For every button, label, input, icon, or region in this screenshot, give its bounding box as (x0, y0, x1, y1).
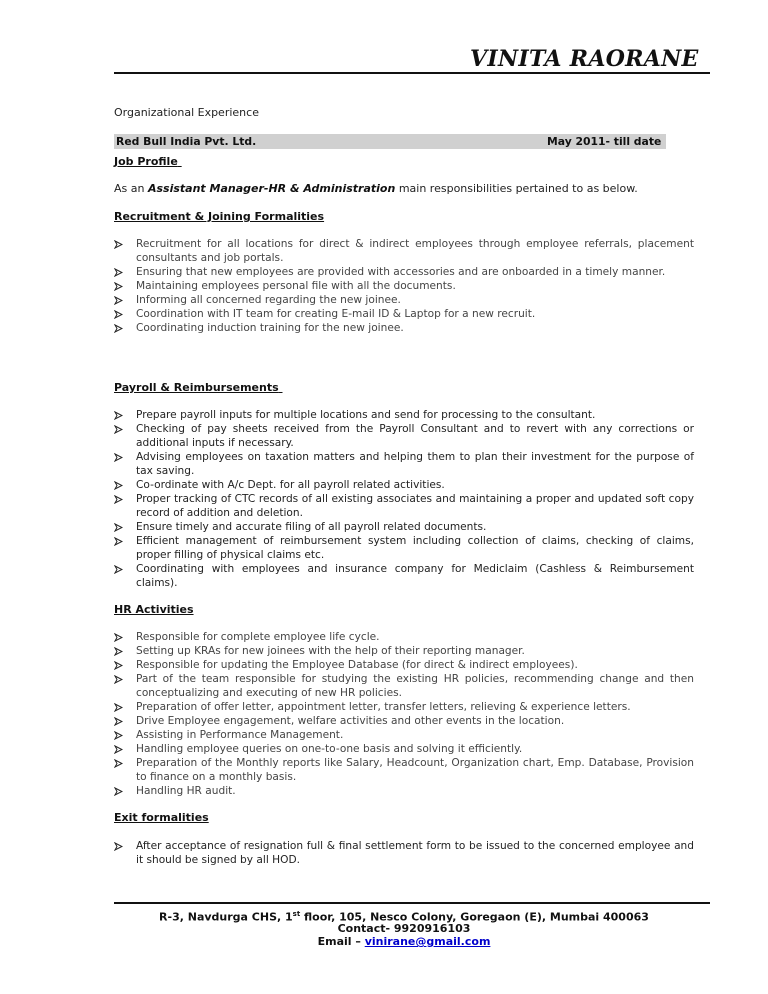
list-item-text: Recruitment for all locations for direct & indirect employees through employee referrals, placement consultants and job portals. (136, 238, 694, 264)
list-item (114, 728, 694, 742)
list-item (114, 630, 694, 644)
list-item-text: Checking of pay sheets received from the Payroll Consultant and to revert with any corrections or additional inputs if necessary. (136, 423, 694, 449)
list-item (114, 279, 694, 293)
list-item-text: Responsible for complete employee life cycle. (136, 631, 380, 643)
list-item (114, 839, 694, 867)
arrow-bullet-icon (114, 307, 126, 319)
recruitment-list (114, 237, 694, 335)
list-item-text: Coordinating induction training for the new joinee. (136, 322, 404, 334)
list-item (114, 422, 694, 450)
arrow-bullet-icon (114, 492, 126, 504)
list-item (114, 562, 694, 590)
recruitment-heading: Recruitment & Joining Formalities (114, 210, 325, 223)
list-item (114, 742, 694, 756)
hr-activities-list (114, 630, 694, 798)
payroll-list (114, 408, 694, 590)
list-item-text: Setting up KRAs for new joinees with the help of their reporting manager. (136, 645, 525, 657)
arrow-bullet-icon (114, 321, 126, 333)
arrow-bullet-icon (114, 293, 126, 305)
list-item-text: Preparation of offer letter, appointment letter, transfer letters, relieving & experience letters. (136, 701, 631, 713)
section-title: Organizational Experience (114, 106, 259, 119)
list-item-text: Ensuring that new employees are provided with accessories and are onboarded in a timely manner. (136, 266, 666, 278)
list-item-text: Co-ordinate with A/c Dept. for all payroll related activities. (136, 479, 445, 491)
list-item (114, 408, 694, 422)
list-item (114, 534, 694, 562)
intro-prefix: As an (114, 182, 148, 195)
arrow-bullet-icon (114, 672, 126, 684)
arrow-bullet-icon (114, 237, 126, 249)
list-item-text: Efficient management of reimbursement system including collection of claims, checking of claims, proper filling of physical claims etc. (136, 535, 694, 561)
list-item (114, 756, 694, 784)
list-item (114, 265, 694, 279)
arrow-bullet-icon (114, 408, 126, 420)
list-item-text: Responsible for updating the Employee Database (for direct & indirect employees). (136, 659, 578, 671)
arrow-bullet-icon (114, 728, 126, 740)
list-item (114, 478, 694, 492)
list-item-text: Coordination with IT team for creating E-mail ID & Laptop for a new recruit. (136, 308, 536, 320)
arrow-bullet-icon (114, 534, 126, 546)
email-link[interactable]: vinirane@gmail.com (364, 935, 491, 948)
list-item (114, 492, 694, 520)
arrow-bullet-icon (114, 658, 126, 670)
list-item-text: Handling employee queries on one-to-one basis and solving it efficiently. (136, 743, 523, 755)
list-item (114, 307, 694, 321)
list-item-text: Prepare payroll inputs for multiple locations and send for processing to the consultant. (136, 409, 596, 421)
arrow-bullet-icon (114, 839, 126, 851)
arrow-bullet-icon (114, 644, 126, 656)
job-role: Assistant Manager-HR & Administration (147, 182, 396, 195)
list-item (114, 700, 694, 714)
arrow-bullet-icon (114, 422, 126, 434)
exit-heading: Exit formalities (114, 811, 209, 824)
list-item-text: Assisting in Performance Management. (136, 729, 344, 741)
intro-suffix: main responsibilities pertained to as below. (395, 182, 638, 195)
footer-email: Email – vinirane@gmail.com (317, 935, 491, 948)
arrow-bullet-icon (114, 700, 126, 712)
company-name: Red Bull India Pvt. Ltd. (116, 135, 257, 148)
list-item (114, 784, 694, 798)
list-item (114, 672, 694, 700)
list-item-text: After acceptance of resignation full & final settlement form to be issued to the concerned employee and it should be signed by all HOD. (136, 840, 694, 866)
arrow-bullet-icon (114, 520, 126, 532)
arrow-bullet-icon (114, 742, 126, 754)
list-item (114, 450, 694, 478)
arrow-bullet-icon (114, 478, 126, 490)
header-rule (114, 72, 710, 74)
list-item-text: Informing all concerned regarding the new joinee. (136, 294, 401, 306)
list-item-text: Coordinating with employees and insurance company for Mediclaim (Cashless & Reimbursement claims). (136, 563, 694, 589)
resume-name: VINITA RAORANE (470, 46, 699, 72)
arrow-bullet-icon (114, 784, 126, 796)
job-profile-heading: Job Profile (114, 155, 178, 168)
list-item (114, 237, 694, 265)
list-item (114, 293, 694, 307)
arrow-bullet-icon (114, 714, 126, 726)
list-item-text: Maintaining employees personal file with all the documents. (136, 280, 456, 292)
list-item-text: Preparation of the Monthly reports like Salary, Headcount, Organization chart, Emp. Database, Provision to finance on a monthly basis. (136, 757, 694, 783)
footer-address: R-3, Navdurga CHS, 1st floor, 105, Nesco Colony, Goregaon (E), Mumbai 400063 (159, 910, 649, 924)
list-item (114, 520, 694, 534)
list-item-text: Handling HR audit. (136, 785, 236, 797)
company-date: May 2011- till date (547, 135, 662, 148)
list-item (114, 321, 694, 335)
list-item-text: Proper tracking of CTC records of all existing associates and maintaining a proper and updated soft copy record of addition and deletion. (136, 493, 694, 519)
arrow-bullet-icon (114, 630, 126, 642)
exit-list (114, 839, 694, 867)
list-item-text: Drive Employee engagement, welfare activities and other events in the location. (136, 715, 565, 727)
arrow-bullet-icon (114, 279, 126, 291)
list-item (114, 658, 694, 672)
arrow-bullet-icon (114, 265, 126, 277)
payroll-heading: Payroll & Reimbursements (114, 381, 279, 394)
list-item-text: Part of the team responsible for studying the existing HR policies, recommending change and then conceptualizing and executing of new HR policies. (136, 673, 694, 699)
list-item (114, 714, 694, 728)
list-item-text: Advising employees on taxation matters and helping them to plan their investment for the purpose of tax saving. (136, 451, 694, 477)
list-item-text: Ensure timely and accurate filing of all payroll related documents. (136, 521, 487, 533)
hr-activities-heading: HR Activities (114, 603, 194, 616)
arrow-bullet-icon (114, 756, 126, 768)
list-item (114, 644, 694, 658)
footer-contact: Contact- 9920916103 (337, 922, 471, 935)
footer-rule (114, 902, 710, 904)
job-intro (114, 182, 638, 195)
arrow-bullet-icon (114, 450, 126, 462)
arrow-bullet-icon (114, 562, 126, 574)
